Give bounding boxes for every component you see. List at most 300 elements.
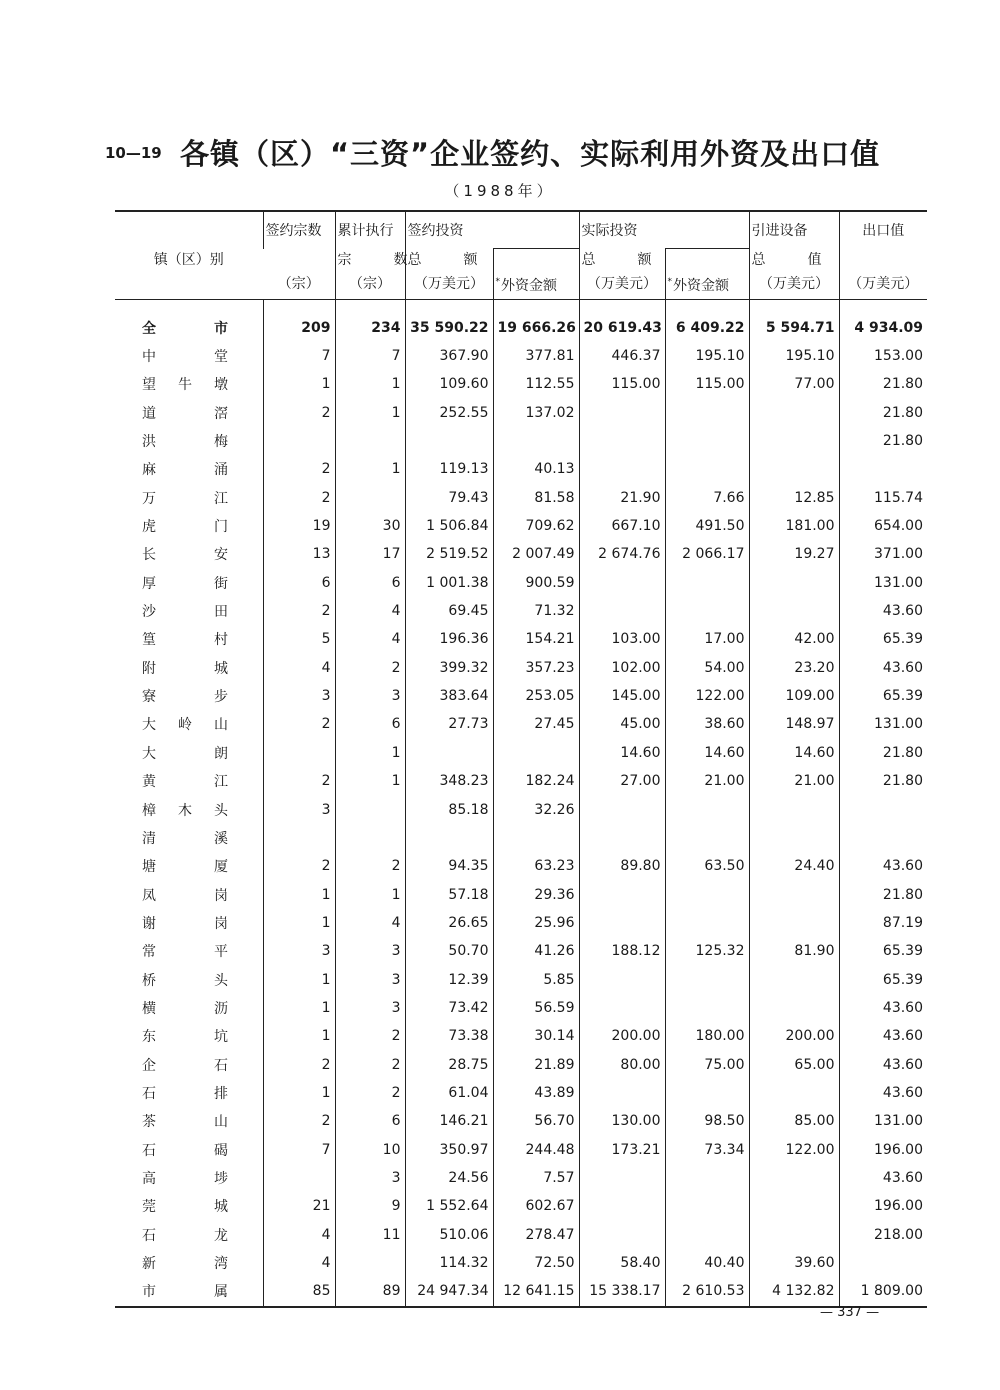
cell-contracts: 4 (263, 654, 335, 682)
table-row (115, 1249, 927, 1277)
table-row (115, 512, 927, 540)
cell-signed-total (405, 824, 493, 852)
cell-signed-foreign: 900.59 (493, 569, 579, 597)
cell-actual-foreign: 98.50 (665, 1107, 749, 1135)
cell-cumulative (335, 824, 405, 852)
cell-cumulative: 4 (335, 625, 405, 653)
table-row (115, 1107, 927, 1135)
cell-signed-total: 399.32 (405, 654, 493, 682)
header-equipment: 引进设备 (749, 211, 839, 249)
cell-equipment-total (749, 909, 839, 937)
table-row (115, 767, 927, 795)
cell-actual-total (579, 427, 665, 455)
cell-export-value: 43.60 (839, 1164, 927, 1192)
cell-signed-total (405, 739, 493, 767)
cell-cumulative: 3 (335, 1164, 405, 1192)
cell-export-value: 21.80 (839, 370, 927, 398)
cell-actual-foreign (665, 880, 749, 908)
cell-equipment-total: 24.40 (749, 852, 839, 880)
cell-actual-total (579, 909, 665, 937)
header-contracts: 签约宗数 (263, 211, 335, 249)
cell-actual-foreign: 7.66 (665, 484, 749, 512)
cell-actual-foreign: 14.60 (665, 739, 749, 767)
town-name: 东 坑 (142, 1029, 228, 1046)
cell-signed-total: 146.21 (405, 1107, 493, 1135)
cell-signed-total: 73.38 (405, 1022, 493, 1050)
table-row (115, 1192, 927, 1220)
town-name: 道 滘 (142, 405, 228, 422)
cell-export-value: 43.60 (839, 597, 927, 625)
cell-signed-total: 73.42 (405, 994, 493, 1022)
cell-cumulative: 3 (335, 682, 405, 710)
cell-cumulative: 1 (335, 767, 405, 795)
town-name: 市 属 (142, 1284, 228, 1301)
table-row (115, 1277, 927, 1306)
table-row (115, 795, 927, 823)
cell-export-value: 131.00 (839, 1107, 927, 1135)
investment-table (115, 210, 927, 1308)
cell-export-value: 21.80 (839, 427, 927, 455)
cell-actual-total: 446.37 (579, 342, 665, 370)
cell-contracts: 4 (263, 1221, 335, 1249)
cell-signed-total: 109.60 (405, 370, 493, 398)
cell-contracts: 1 (263, 880, 335, 908)
cell-equipment-total: 14.60 (749, 739, 839, 767)
cell-signed-total: 27.73 (405, 710, 493, 738)
cell-cumulative (335, 484, 405, 512)
table-row (115, 569, 927, 597)
table-header (115, 211, 927, 299)
cell-actual-foreign: 122.00 (665, 682, 749, 710)
cell-contracts: 5 (263, 625, 335, 653)
cell-export-value: 21.80 (839, 767, 927, 795)
town-name: 横 沥 (142, 1000, 228, 1017)
cell-equipment-total (749, 1192, 839, 1220)
town-name: 谢 岗 (142, 915, 228, 932)
cell-equipment-total: 39.60 (749, 1249, 839, 1277)
cell-contracts: 2 (263, 597, 335, 625)
cell-actual-foreign: 21.00 (665, 767, 749, 795)
cell-actual-foreign (665, 597, 749, 625)
cell-actual-total: 115.00 (579, 370, 665, 398)
cell-actual-total: 80.00 (579, 1050, 665, 1078)
table-row (115, 597, 927, 625)
table-row (115, 370, 927, 398)
cell-signed-foreign (493, 739, 579, 767)
cell-actual-foreign: 2 610.53 (665, 1277, 749, 1306)
town-name: 虎 门 (142, 519, 228, 536)
cell-contracts: 13 (263, 540, 335, 568)
cell-export-value: 65.39 (839, 625, 927, 653)
cell-actual-foreign: 6 409.22 (665, 314, 749, 342)
cell-export-value: 654.00 (839, 512, 927, 540)
town-name: 莞 城 (142, 1199, 228, 1216)
cell-export-value: 65.39 (839, 937, 927, 965)
cell-export-value: 43.60 (839, 654, 927, 682)
cell-export-value: 43.60 (839, 852, 927, 880)
town-name: 塘 厦 (142, 859, 228, 876)
cell-actual-total: 89.80 (579, 852, 665, 880)
cell-equipment-total: 65.00 (749, 1050, 839, 1078)
cell-actual-total: 2 674.76 (579, 540, 665, 568)
town-name: 寮 步 (142, 689, 228, 706)
table-row (115, 824, 927, 852)
cell-signed-foreign: 56.70 (493, 1107, 579, 1135)
cell-actual-foreign: 125.32 (665, 937, 749, 965)
cell-cumulative (335, 795, 405, 823)
town-name: 万 江 (142, 490, 228, 507)
cell-equipment-total: 81.90 (749, 937, 839, 965)
cell-equipment-total (749, 824, 839, 852)
cell-signed-foreign: 43.89 (493, 1079, 579, 1107)
cell-cumulative: 1 (335, 739, 405, 767)
cell-signed-total: 26.65 (405, 909, 493, 937)
cell-export-value: 131.00 (839, 569, 927, 597)
cell-equipment-total (749, 1164, 839, 1192)
table-row (115, 1050, 927, 1078)
town-name: 企 石 (142, 1057, 228, 1074)
cell-export-value (839, 455, 927, 483)
cell-equipment-total: 12.85 (749, 484, 839, 512)
year-label: （1988年） (444, 182, 556, 200)
header-signed-foreign: *外资金额 (493, 249, 579, 300)
cell-actual-total: 130.00 (579, 1107, 665, 1135)
town-name: 篁 村 (142, 632, 228, 649)
table-row (115, 540, 927, 568)
town-name: 清 溪 (142, 830, 228, 847)
cell-contracts: 1 (263, 1079, 335, 1107)
cell-cumulative: 10 (335, 1135, 405, 1163)
table-row (115, 625, 927, 653)
cell-export-value: 21.80 (839, 399, 927, 427)
cell-contracts: 209 (263, 314, 335, 342)
cell-export-value (839, 795, 927, 823)
cell-actual-foreign: 2 066.17 (665, 540, 749, 568)
cell-actual-total: 21.90 (579, 484, 665, 512)
unit-signed-total: （万美元） (405, 273, 493, 300)
cell-contracts: 3 (263, 682, 335, 710)
table-row (115, 484, 927, 512)
cell-equipment-total: 148.97 (749, 710, 839, 738)
town-name: 石 龙 (142, 1227, 228, 1244)
cell-actual-total: 102.00 (579, 654, 665, 682)
cell-signed-total (405, 427, 493, 455)
cell-export-value: 196.00 (839, 1192, 927, 1220)
cell-equipment-total (749, 399, 839, 427)
cell-signed-total: 94.35 (405, 852, 493, 880)
cell-contracts (263, 739, 335, 767)
cell-actual-foreign: 38.60 (665, 710, 749, 738)
cell-signed-foreign: 19 666.26 (493, 314, 579, 342)
cell-cumulative: 1 (335, 399, 405, 427)
cell-contracts: 3 (263, 795, 335, 823)
header-equipment-total: 总 值 (749, 249, 839, 273)
cell-cumulative: 1 (335, 455, 405, 483)
cell-equipment-total (749, 795, 839, 823)
town-name: 长 安 (142, 547, 228, 564)
cell-signed-total: 196.36 (405, 625, 493, 653)
cell-signed-foreign: 154.21 (493, 625, 579, 653)
table-number: 10—19 (105, 144, 162, 162)
cell-export-value: 43.60 (839, 994, 927, 1022)
cell-contracts: 2 (263, 1050, 335, 1078)
cell-cumulative: 234 (335, 314, 405, 342)
cell-actual-foreign (665, 1164, 749, 1192)
cell-export-value: 43.60 (839, 1022, 927, 1050)
town-name: 全 市 (142, 320, 228, 337)
cell-actual-total (579, 1079, 665, 1107)
page-number: — 337 — (820, 1305, 880, 1320)
cell-cumulative: 11 (335, 1221, 405, 1249)
cell-export-value: 87.19 (839, 909, 927, 937)
table-row (115, 739, 927, 767)
cell-signed-total: 69.45 (405, 597, 493, 625)
cell-signed-foreign: 12 641.15 (493, 1277, 579, 1306)
cell-actual-foreign: 491.50 (665, 512, 749, 540)
cell-cumulative: 2 (335, 852, 405, 880)
cell-actual-foreign: 73.34 (665, 1135, 749, 1163)
unit-export: （万美元） (839, 273, 927, 300)
cell-signed-total: 1 001.38 (405, 569, 493, 597)
cell-signed-total: 50.70 (405, 937, 493, 965)
cell-export-value: 115.74 (839, 484, 927, 512)
cell-signed-foreign (493, 824, 579, 852)
cell-actual-total: 667.10 (579, 512, 665, 540)
cell-actual-total: 58.40 (579, 1249, 665, 1277)
cell-cumulative: 3 (335, 937, 405, 965)
town-name: 樟 木 头 (142, 802, 228, 819)
cell-cumulative (335, 1249, 405, 1277)
cell-actual-foreign: 63.50 (665, 852, 749, 880)
header-cumulative: 累计执行 (335, 211, 405, 249)
town-name: 望 牛 墩 (142, 377, 228, 394)
cell-contracts: 2 (263, 767, 335, 795)
cell-signed-foreign: 41.26 (493, 937, 579, 965)
cell-contracts: 1 (263, 1022, 335, 1050)
town-name: 附 城 (142, 660, 228, 677)
cell-signed-total: 1 552.64 (405, 1192, 493, 1220)
town-name: 石 碣 (142, 1142, 228, 1159)
table-row (115, 937, 927, 965)
cell-signed-foreign: 602.67 (493, 1192, 579, 1220)
cell-signed-total: 12.39 (405, 965, 493, 993)
table-row (115, 710, 927, 738)
cell-signed-foreign: 112.55 (493, 370, 579, 398)
cell-actual-total: 173.21 (579, 1135, 665, 1163)
cell-export-value: 1 809.00 (839, 1277, 927, 1306)
cell-signed-total: 252.55 (405, 399, 493, 427)
header-town: 镇（区）别 (153, 252, 224, 269)
town-name: 新 湾 (142, 1256, 228, 1273)
cell-actual-total: 188.12 (579, 937, 665, 965)
table-row (115, 1164, 927, 1192)
cell-signed-foreign: 56.59 (493, 994, 579, 1022)
cell-contracts: 21 (263, 1192, 335, 1220)
cell-actual-foreign (665, 994, 749, 1022)
cell-actual-foreign (665, 795, 749, 823)
town-name: 茶 山 (142, 1114, 228, 1131)
cell-signed-total: 79.43 (405, 484, 493, 512)
town-name: 沙 田 (142, 604, 228, 621)
cell-contracts: 1 (263, 994, 335, 1022)
table-row (115, 399, 927, 427)
cell-actual-total: 200.00 (579, 1022, 665, 1050)
cell-export-value: 4 934.09 (839, 314, 927, 342)
cell-signed-foreign: 377.81 (493, 342, 579, 370)
cell-export-value: 43.60 (839, 1079, 927, 1107)
cell-cumulative: 2 (335, 1050, 405, 1078)
header-signed-investment: 签约投资 (405, 211, 579, 249)
town-name: 厚 街 (142, 575, 228, 592)
cell-equipment-total: 85.00 (749, 1107, 839, 1135)
cell-export-value: 65.39 (839, 682, 927, 710)
cell-contracts: 7 (263, 342, 335, 370)
cell-cumulative: 2 (335, 1022, 405, 1050)
cell-equipment-total: 181.00 (749, 512, 839, 540)
cell-equipment-total: 109.00 (749, 682, 839, 710)
cell-signed-foreign: 7.57 (493, 1164, 579, 1192)
cell-actual-foreign (665, 399, 749, 427)
cell-actual-foreign: 75.00 (665, 1050, 749, 1078)
cell-actual-foreign: 40.40 (665, 1249, 749, 1277)
cell-actual-foreign (665, 427, 749, 455)
cell-signed-foreign: 357.23 (493, 654, 579, 682)
cell-equipment-total: 195.10 (749, 342, 839, 370)
cell-equipment-total (749, 427, 839, 455)
table-row (115, 909, 927, 937)
cell-signed-foreign: 253.05 (493, 682, 579, 710)
cell-signed-foreign: 32.26 (493, 795, 579, 823)
cell-cumulative: 4 (335, 597, 405, 625)
cell-export-value: 21.80 (839, 739, 927, 767)
cell-signed-foreign: 63.23 (493, 852, 579, 880)
cell-actual-foreign (665, 965, 749, 993)
cell-export-value (839, 1249, 927, 1277)
cell-actual-total (579, 994, 665, 1022)
cell-actual-total: 103.00 (579, 625, 665, 653)
table-row (115, 1079, 927, 1107)
cell-cumulative: 7 (335, 342, 405, 370)
cell-actual-total (579, 824, 665, 852)
cell-export-value: 218.00 (839, 1221, 927, 1249)
cell-actual-total (579, 597, 665, 625)
cell-actual-total: 14.60 (579, 739, 665, 767)
town-name: 高 埗 (142, 1170, 228, 1187)
header-actual-total: 总 额 (579, 249, 665, 273)
cell-actual-total (579, 795, 665, 823)
table-row (115, 1221, 927, 1249)
table-row (115, 880, 927, 908)
cell-contracts: 2 (263, 455, 335, 483)
town-name: 麻 涌 (142, 462, 228, 479)
town-name: 常 平 (142, 944, 228, 961)
cell-equipment-total (749, 994, 839, 1022)
cell-cumulative: 17 (335, 540, 405, 568)
cell-actual-total: 20 619.43 (579, 314, 665, 342)
cell-equipment-total (749, 1079, 839, 1107)
cell-signed-total: 348.23 (405, 767, 493, 795)
cell-equipment-total (749, 569, 839, 597)
cell-contracts: 4 (263, 1249, 335, 1277)
cell-actual-total (579, 1164, 665, 1192)
cell-signed-total: 510.06 (405, 1221, 493, 1249)
cell-actual-total (579, 1192, 665, 1220)
cell-equipment-total: 77.00 (749, 370, 839, 398)
cell-signed-foreign: 2 007.49 (493, 540, 579, 568)
cell-contracts: 1 (263, 370, 335, 398)
table-row (115, 427, 927, 455)
unit-contracts: （宗） (277, 275, 320, 292)
cell-contracts (263, 824, 335, 852)
cell-signed-foreign: 21.89 (493, 1050, 579, 1078)
cell-contracts: 1 (263, 909, 335, 937)
cell-signed-total: 350.97 (405, 1135, 493, 1163)
cell-signed-foreign: 137.02 (493, 399, 579, 427)
cell-cumulative: 3 (335, 965, 405, 993)
cell-actual-total: 27.00 (579, 767, 665, 795)
unit-equipment: （万美元） (749, 273, 839, 300)
cell-contracts: 2 (263, 852, 335, 880)
cell-actual-total (579, 965, 665, 993)
header-cumulative-sub: 宗 数 (335, 249, 405, 273)
cell-actual-total: 15 338.17 (579, 1277, 665, 1306)
cell-cumulative: 89 (335, 1277, 405, 1306)
cell-equipment-total: 42.00 (749, 625, 839, 653)
header-actual-investment: 实际投资 (579, 211, 749, 249)
cell-contracts: 3 (263, 937, 335, 965)
table-row (115, 1022, 927, 1050)
unit-cumulative: （宗） (335, 273, 405, 300)
table-row (115, 965, 927, 993)
cell-export-value: 371.00 (839, 540, 927, 568)
cell-actual-foreign (665, 824, 749, 852)
cell-signed-total: 119.13 (405, 455, 493, 483)
cell-actual-foreign (665, 1221, 749, 1249)
cell-export-value: 43.60 (839, 1050, 927, 1078)
cell-actual-foreign (665, 909, 749, 937)
cell-actual-foreign (665, 569, 749, 597)
cell-contracts: 2 (263, 1107, 335, 1135)
header-export: 出口值 (839, 211, 927, 249)
cell-cumulative (335, 427, 405, 455)
cell-cumulative: 6 (335, 569, 405, 597)
cell-signed-foreign: 278.47 (493, 1221, 579, 1249)
cell-signed-total: 28.75 (405, 1050, 493, 1078)
cell-export-value: 65.39 (839, 965, 927, 993)
cell-signed-total: 383.64 (405, 682, 493, 710)
cell-cumulative: 1 (335, 880, 405, 908)
town-name: 大 岭 山 (142, 717, 228, 734)
cell-equipment-total: 19.27 (749, 540, 839, 568)
cell-cumulative: 4 (335, 909, 405, 937)
cell-contracts: 19 (263, 512, 335, 540)
table-body (115, 299, 927, 1307)
town-name: 石 排 (142, 1085, 228, 1102)
cell-actual-total: 145.00 (579, 682, 665, 710)
cell-signed-total: 24.56 (405, 1164, 493, 1192)
cell-equipment-total: 4 132.82 (749, 1277, 839, 1306)
cell-contracts: 2 (263, 710, 335, 738)
title-text: 各镇（区）“三资”企业签约、实际利用外资及出口值 (180, 137, 881, 171)
cell-cumulative: 3 (335, 994, 405, 1022)
table-row (115, 314, 927, 342)
cell-signed-foreign: 5.85 (493, 965, 579, 993)
cell-contracts (263, 427, 335, 455)
cell-equipment-total: 122.00 (749, 1135, 839, 1163)
cell-contracts: 85 (263, 1277, 335, 1306)
table-title (105, 132, 925, 172)
table-row (115, 852, 927, 880)
